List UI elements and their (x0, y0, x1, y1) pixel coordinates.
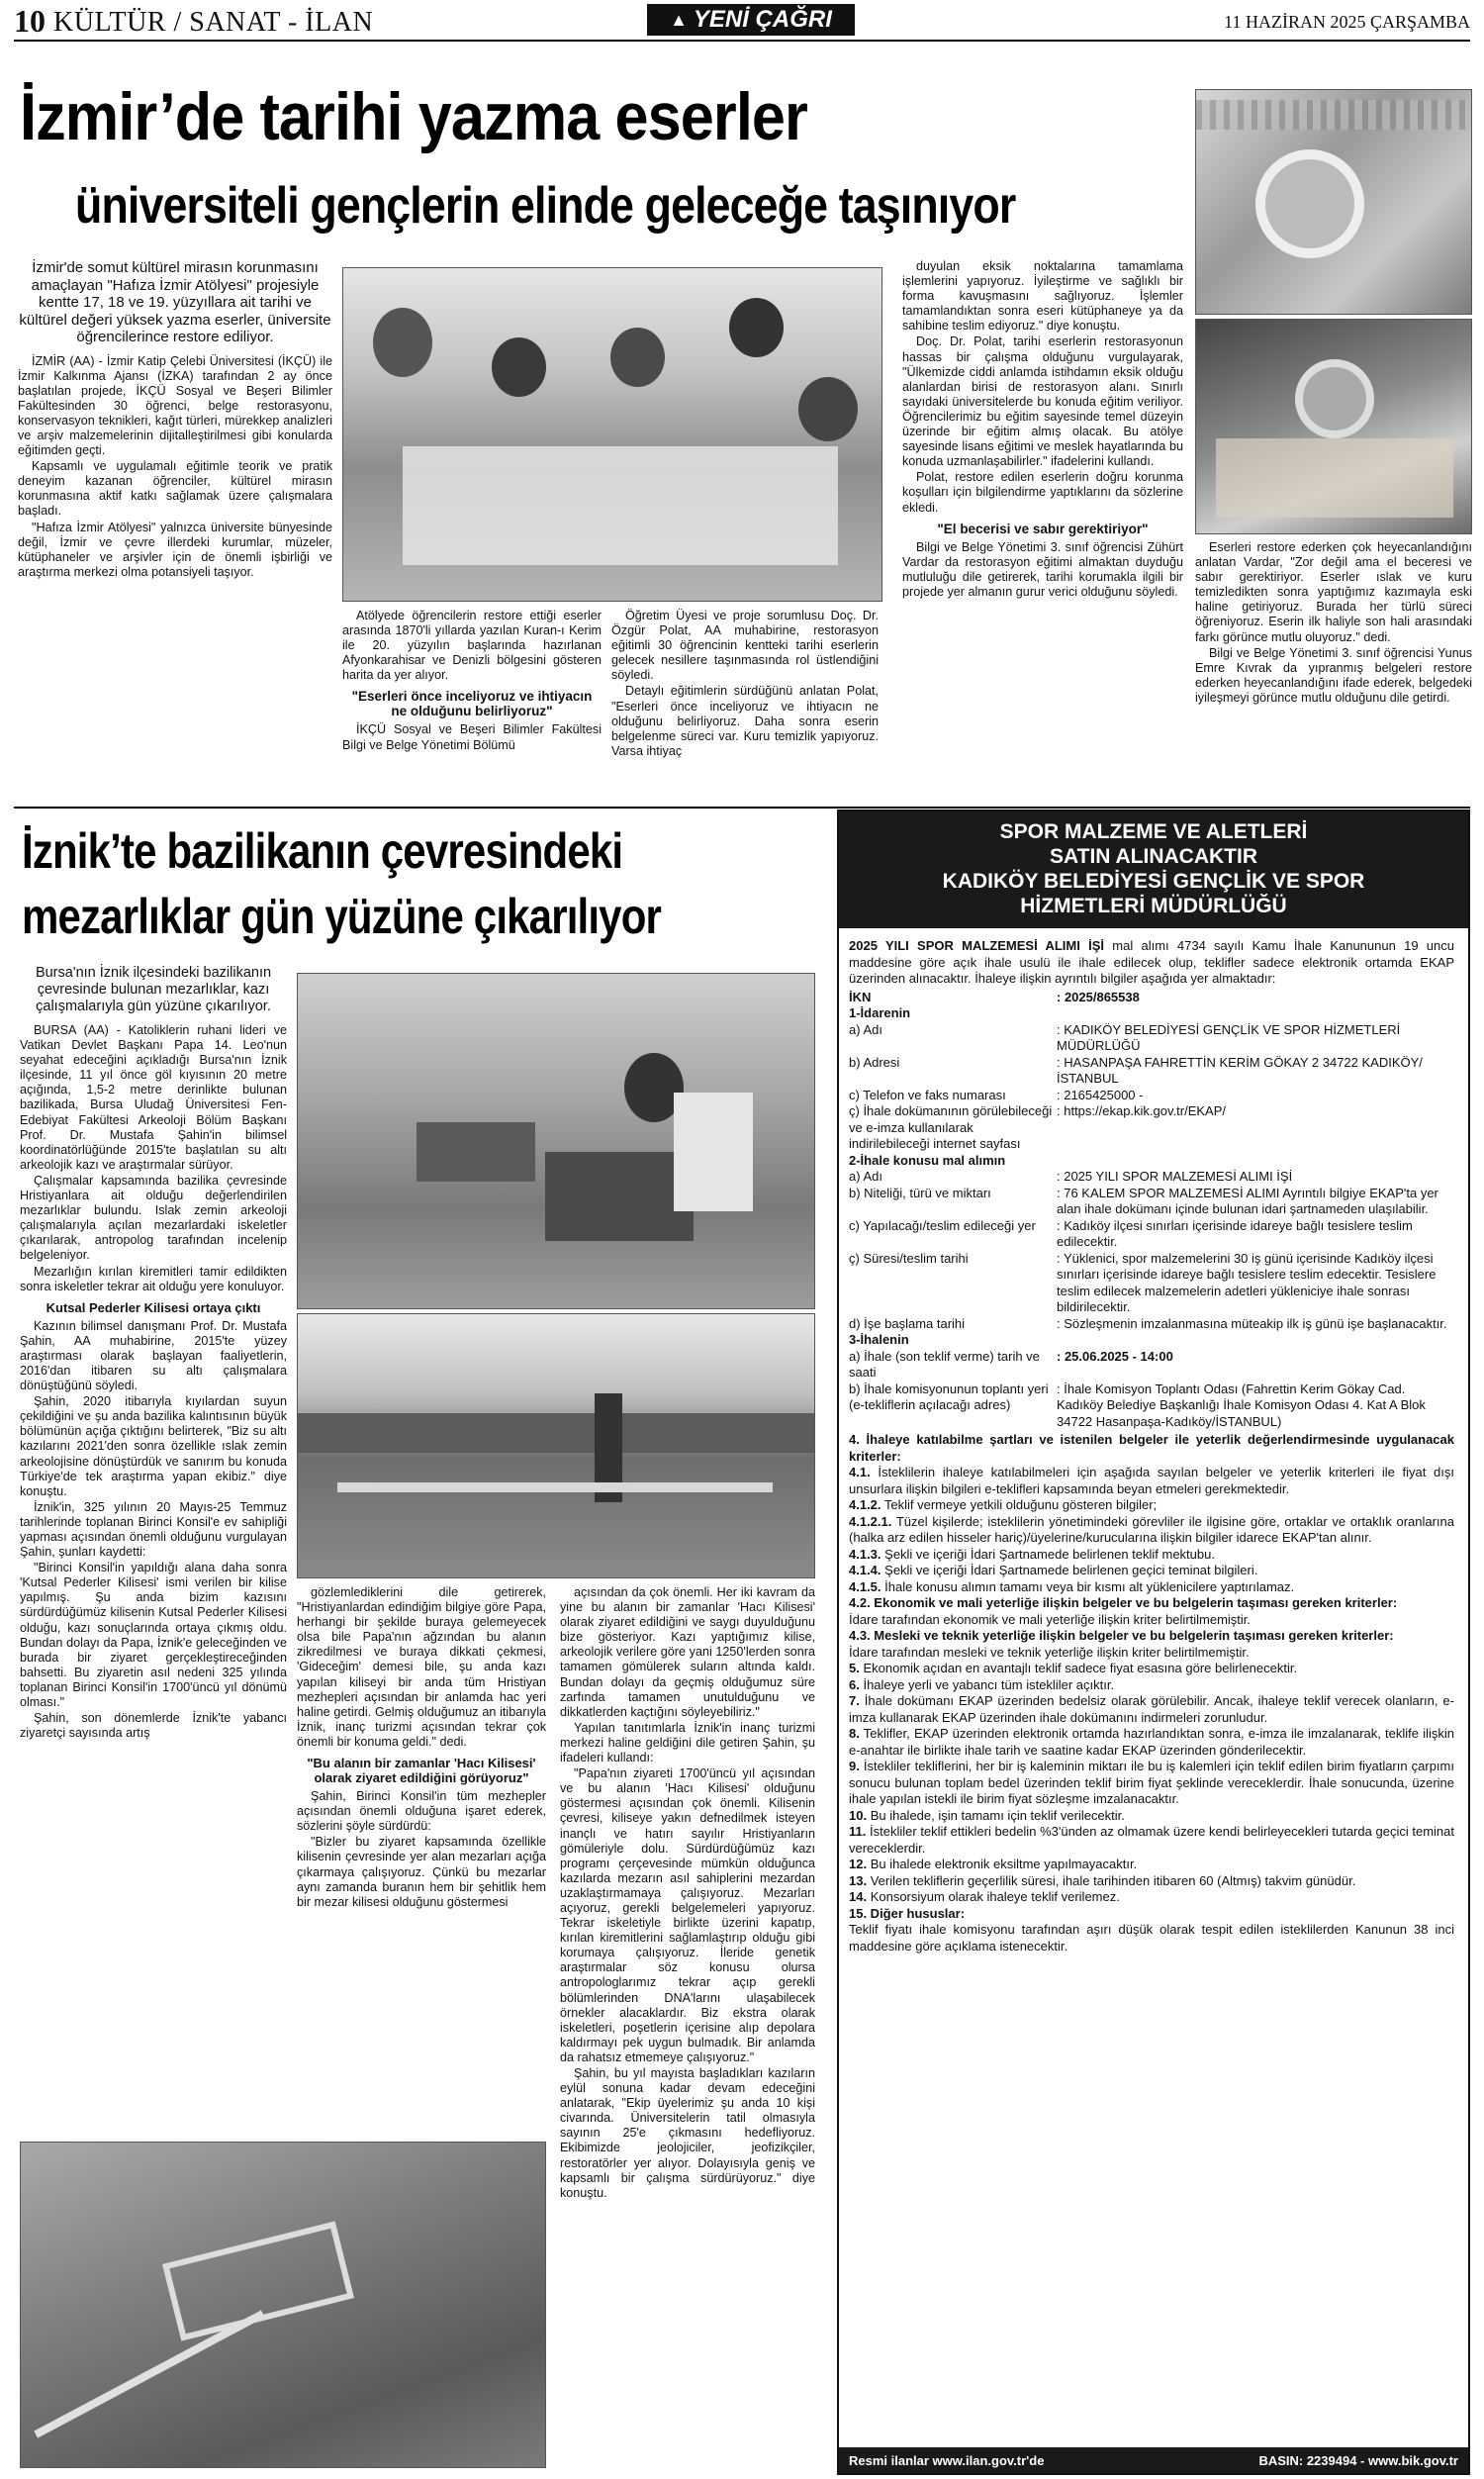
ad-section-2-rows (849, 1169, 1454, 1332)
article2-headline-line2: mezarlıklar gün yüzüne çıkarılıyor (22, 889, 662, 944)
section-title: KÜLTÜR / SANAT - İLAN (53, 7, 374, 38)
article1-paragraph: Bilgi ve Belge Yönetimi 3. sınıf öğrencisi Yunus Emre Kıvrak da yıpranmış belgeleri restore ederken heyecanlandığını ifade ederek, belgedeki iyileşmeyi görünce mutlu olduğunu dile getirdi. (1195, 645, 1472, 705)
newspaper-logo (647, 4, 855, 36)
ad-field-value: : 25.06.2025 - 14:00 (1057, 1348, 1173, 1364)
ad-field-row (849, 1103, 1454, 1153)
article2-headline-line1: İznik’te bazilikanın çevresindeki (22, 823, 623, 879)
ad-field-row (849, 1316, 1454, 1333)
ad-field-label: c) Yapılacağı/teslim edileceği yer (849, 1217, 1036, 1233)
students-workshop-photo (342, 267, 882, 602)
ad-clause: 8. Teklifler, EKAP üzerinden elektronik ortamda hazırlandıktan sonra, e-imza ile imzalanarak, teklife ilişkin e-anahtar ile birlikte ihale tarih ve saatine kadar EKAP üzerinden gönderilecektir. (849, 1726, 1454, 1758)
article2-paragraph: Çalışmalar kapsamında bazilika çevresinde Hristiyanlara ait olduğu değerlendirilen mezarlıklar bulundu. Islak zemin arkeoloji çalışmalarıyla açılan mezarlardaki iskeletler çıkarılarak, antropolog tarafından incelenip belgeleniyor. (20, 1173, 287, 1263)
ad-field-value: : https://ekap.kik.gov.tr/EKAP/ (1057, 1103, 1226, 1118)
ad-clause: 9. İstekliler tekliflerini, her bir iş kaleminin miktarı ile bu iş kalemleri için teklif edilen birim fiyatların çarpımı sonucu bulunan toplam bedel üzerinden teklif birim fiyat şeklinde vereceklerdir. İhale sonucunda, üzerine ihale yapılan istekli ile birim fiyat sözleşme imzalanacaktır. (849, 1759, 1454, 1806)
ad-field-label: b) Niteliği, türü ve miktarı (849, 1185, 991, 1200)
article2-column-2 (297, 1585, 546, 1911)
lake-basilica-ruins-photo (297, 1313, 815, 1578)
ad-clause: Teklif fiyatı ihale komisyonu tarafından aşırı düşük olarak tespit edilen isteklilerden Kanunun 38 inci maddesine göre açıklama istenecektir. (849, 1922, 1454, 1954)
ad-field-row (849, 1169, 1454, 1186)
ad-ikn-row: İKN : 2025/865538 (849, 989, 1140, 1004)
article1-column-3 (611, 609, 879, 760)
ad-clause: 4.1.2. Teklif vermeye yetkili olduğunu gösteren bilgiler; (849, 1497, 1158, 1512)
ad-field-value: : Kadıköy ilçesi sınırları içerisinde idareye bağlı tesislere teslim edilecektir. (1057, 1217, 1413, 1249)
ad-field-label: a) Adı (849, 1169, 882, 1184)
article1-paragraph: Bilgi ve Belge Yönetimi 3. sınıf öğrencisi Zühürt Vardar da restorasyon eğitimi almaktan duyduğu mutluluğu dile getirerek, tarihi korumakla ilgili bir projede yer almanın gurur verici olduğunu söyledi. (902, 539, 1183, 599)
ad-title-line: SPOR MALZEME VE ALETLERİ (999, 820, 1308, 843)
ad-field-row (849, 1218, 1454, 1251)
article2-paragraph: BURSA (AA) - Katoliklerin ruhani lideri ve Vatikan Devlet Başkanı Papa 14. Leo'nun seyahat edeceğini açıkladığı Bursa'nın İznik ilçesinde, 11 yıl önce göl kıyısının 20 metre açığında, 1,5-2 metre derinlikte bulunan bazilikada, Bursa Uludağ Üniversitesi Fen-Edebiyat Fakültesi Arkeoloji Bölüm Başkanı Prof. Dr. Mustafa Şahin'in bilimsel koordinatörlüğünde 2015'te başlatılan su altı arkeolojik kazı ve araştırmalar sürüyor. (20, 1023, 287, 1172)
ad-footer (839, 2447, 1468, 2473)
logo-text: YENİ ÇAĞRI (693, 6, 832, 33)
article2-subheading-1: Kutsal Pederler Kilisesi ortaya çıktı (46, 1299, 261, 1315)
article2-paragraph: Yapılan tanıtımlarla İznik'in inanç turizmi merkezi haline geldiğini dile getiren Şahin, şu ifadeleri kullandı: (560, 1720, 815, 1765)
ad-field-value: : 2165425000 - (1057, 1087, 1144, 1102)
ad-field-value: : 2025 YILI SPOR MALZEMESİ ALIMI İŞİ (1057, 1169, 1293, 1184)
ad-field-row (849, 1088, 1454, 1104)
ad-clause: 12. Bu ihalede elektronik eksiltme yapılmayacaktır. (849, 1857, 1138, 1871)
article1-paragraph: Eserleri restore ederken çok heyecanlandığını anlatan Vardar, "Zor değil ama el beceresi ve sabır gerektiriyor. Eserler ıslak ve kuru temizledikten sonra yaptığımız kazımayla eski haline getiriyoruz. Burada her türlü süreci öğreniyoruz. Eserin ilk haliyle son hali arasındaki farkı görünce mutlu oluyoruz." dedi. (1195, 540, 1472, 644)
ad-clause: 11. İstekliler teklif ettikleri bedelin %3'ünden az olmamak üzere kendi belirleyecekleri tutarda geçici teminat vereceklerdir. (849, 1824, 1454, 1856)
ad-clause: 5. Ekonomik açıdan en avantajlı teklif sadece fiyat esasına göre belirlenecektir. (849, 1661, 1298, 1675)
ad-field-label: b) İhale komisyonunun toplantı yeri (e-tekliflerin açılacağı adres) (849, 1381, 1049, 1412)
ad-clause: 4.1. İsteklilerin ihaleye katılabilmeleri için aşağıda sayılan belgeler ve yeterlik kriterleri ile fiyat dışı unsurlara ilişkin bilgileri e-teklifleri kapsamında beyan etmeleri gerekmektedir. (849, 1465, 1454, 1496)
article2-column-3 (560, 1585, 815, 2202)
ad-footer-left[interactable]: Resmi ilanlar www.ilan.gov.tr'de (849, 2452, 1045, 2468)
ad-field-row (849, 1055, 1454, 1088)
ad-clause: 13. Verilen tekliflerin geçerlilik süresi, ihale tarihinden itibaren 60 (Altmış) takvim günüdür. (849, 1872, 1356, 1888)
article2-paragraph: İznik'in, 325 yılının 20 Mayıs-25 Temmuz tarihlerinde toplanan Birinci Konsil'e ev sahipliği yapması açısından önemli olduğunu vurgulayan Şahin, şunları kaydetti: (20, 1499, 287, 1560)
ad-clause: 4.1.3. Şekli ve içeriği İdari Şartnamede belirlenen teklif mektubu. (849, 1546, 1215, 1562)
ad-body (839, 928, 1468, 1955)
ad-section-title: 1-İdarenin (849, 1005, 911, 1020)
ad-field-value: : 76 KALEM SPOR MALZEMESİ ALIMI Ayrıntılı bilgiye EKAP'ta yer alan ihale dokümanı içinde bulunan idari şartnameden ulaşılabilir. (1057, 1185, 1438, 1216)
ad-clause: 10. Bu ihalede, işin tamamı için teklif verilecektir. (849, 1807, 1125, 1823)
ad-field-row (849, 1186, 1454, 1218)
article1-paragraph: Polat, restore edilen eserlerin doğru korunma koşulları için bilgilendirme yaptıklarını da sözlerine ekledi. (902, 470, 1183, 515)
ad-field-label: ç) İhale dokümanının görülebileceği ve e-imza kullanılarak indirilebileceği internet sayfası (849, 1103, 1053, 1151)
ad-clause: 7. İhale dokümanı EKAP üzerinden bedelsiz olarak görülebilir. Ancak, ihaleye teklif verecek olanların, e-imza kullanarak EKAP üzerinden ihale dokümanını indirmeleri zorunludur. (849, 1693, 1454, 1725)
article1-column-4 (902, 259, 1183, 601)
article2-paragraph: Mezarlığın kırılan kiremitleri tamir edildikten sonra iskeletler tekrar ait olduğu yere konuluyor. (20, 1264, 287, 1293)
ad-field-label: b) Adresi (849, 1054, 900, 1070)
article1-subheading-2: "El becerisi ve sabır gerektiriyor" (937, 521, 1149, 536)
article1-column-2 (342, 609, 602, 754)
section-divider (14, 807, 1470, 809)
page-number: 10 (14, 3, 46, 39)
article1-subheading-1: "Eserleri önce inceliyoruz ve ihtiyacın ne olduğunu belirliyoruz" (351, 689, 593, 719)
ad-field-label: c) Telefon ve faks numarası (849, 1087, 1006, 1102)
header-rule (14, 40, 1470, 42)
ad-clause: 6. İhaleye yerli ve yabancı tüm istekliler açıktır. (849, 1676, 1115, 1692)
article1-column-1 (18, 259, 332, 581)
article1-paragraph: Kapsamlı ve uygulamalı eğitimle teorik ve pratik deneyim kazanan öğrenciler, kültürel mirasın korunmasına aktif katkı sağlamak üzere çalışmalara başladı. (18, 459, 332, 519)
page-header (14, 4, 1470, 38)
ad-clause: 4.1.2.1. Tüzel kişilerde; isteklilerin yönetimindeki görevliler ile ilgisine göre, ortaklar ve ortaklık oranlarına (halka arz edilen hisseler hariç)/üyelerine/kurucularına ilişkin bilgiler idarece EKAP'tan alınır. (849, 1513, 1454, 1545)
ad-footer-right[interactable]: BASIN: 2239494 - www.bik.gov.tr (1258, 2452, 1458, 2468)
ad-field-row (849, 1382, 1454, 1431)
article1-paragraph: Detaylı eğitimlerin sürdüğünü anlatan Polat, "Eserleri önce inceliyoruz ve ihtiyacın ne olduğunu belirliyoruz. Daha sonra eserin belgelenme süreci var. Kuru temizlik yapıyoruz. Varsa ihtiyaç (611, 684, 879, 758)
ad-field-label: d) İşe başlama tarihi (849, 1315, 966, 1331)
article1-paragraph: Öğretim Üyesi ve proje sorumlusu Doç. Dr. Özgür Polat, AA muhabirine, restorasyon eğitimli 30 öğrencinin kentteki tarihi eserlerin gelecek nesillere taşınmasında rol üstlendiğini söyledi. (611, 609, 879, 683)
ad-intro: 2025 YILI SPOR MALZEMESİ ALIMI İŞİ mal alımı 4734 sayılı Kamu İhale Kanununun 19 uncu maddesine göre açık ihale usulü ile ihale edilecek olup, teklifler sadece elektronik ortamda EKAP üzerinden alınacaktır. İhaleye ilişkin ayrıntılı bilgiler aşağıda yer almaktadır: (849, 938, 1454, 986)
ad-clause: İdare tarafından mesleki ve teknik yeterliğe ilişkin kriter belirtilmemiştir. (849, 1644, 1250, 1660)
ad-clause: 4.1.4. Şekli ve içeriği İdari Şartnamede belirlenen geçici teminat bilgileri. (849, 1563, 1258, 1577)
article2-paragraph: Şahin, Birinci Konsil'in tüm mezhepler açısından önemli olduğuna işaret ederek, sözlerini şöyle sürdürdü: (297, 1789, 546, 1834)
article1-headline-line1: İzmir’de tarihi yazma eserler (20, 79, 807, 154)
article2-paragraph: açısından da çok önemli. Her iki kavram da yine bu alanın bir zamanlar 'Hacı Kilisesi' olarak ziyaret edildiğini ve saygı duyulduğunu bize gösteriyor. Kazı yaptığımız kilise, arkeolojik verilere göre yani 1250'lerden sonra tamamen gömülerek suların altında kaldı. Bundan dolayı da geçmiş olduğumuz süre zarfında tamamen unutulduğunu ve dikkatlerden kaçtığını söyleyebiliriz." (560, 1585, 815, 1719)
ad-field-value: : Yüklenici, spor malzemelerini 30 iş günü içerisinde Kadıköy ilçesi sınırları içerisinde idareye bağlı tesislere teslim edecektir. Tesislere teslim edilecek malzemelerin adetleri yükleniciye ihale sonrası bildirilecektir. (1057, 1250, 1437, 1314)
article1-paragraph: "Hafıza İzmir Atölyesi" yalnızca üniversite bünyesinde değil, İzmir ve çevre illerdeki kurumlar, müzeler, kütüphaneler ve arşivler için de önemli işbirliği ve araştırma merkezi olma potansiyeli taşıyor. (18, 520, 332, 579)
ad-field-label: a) Adı (849, 1021, 882, 1037)
article2-paragraph: Şahin, 2020 itibarıyla kıyılardan suyun çekildiğini ve şu anda bazilika kalıntısının büyük bölümünün açığa çıktığını belirterek, "Biz su altı kazılarını 2021'den sonra özellikle ıslak zemin arkeolojisine dönüştürdük ve sanırım bu konuda Türkiye'de tek araştırma yapan ekibiz." diye konuştu. (20, 1394, 287, 1498)
ad-section-title: 3-İhalenin (849, 1332, 909, 1347)
article2-column-1 (20, 965, 287, 1742)
ad-section-1-rows (849, 1022, 1454, 1153)
tender-advertisement (837, 810, 1470, 2475)
article1-column-5 (1195, 540, 1472, 707)
ad-clause: 15. Diğer hususlar: (849, 1905, 966, 1921)
restoration-work-photo (1195, 319, 1472, 534)
ad-section-3-rows (849, 1349, 1454, 1431)
ad-section-title: 2-İhale konusu mal alımın (849, 1152, 1006, 1168)
article1-lead: İzmir'de somut kültürel mirasın korunmasını amaçlayan "Hafıza İzmir Atölyesi" projesiyle kentte 17, 18 ve 19. yüzyıllara ait tarihi ve kültürel değeri yüksek yazma eserler, üniversite öğrencilerince restore ediliyor. (19, 259, 331, 345)
ad-clause: İdare tarafından ekonomik ve mali yeterliğe ilişkin kriter belirtilmemiştir. (849, 1611, 1252, 1627)
article2-paragraph: "Birinci Konsil'in yapıldığı alana daha sonra 'Kutsal Pederler Kilisesi' ismi verilen bir kilise yapılmış. Şu anda bizim kazısını sürdürdüğümüz kilisenin Kutsal Pederler Kilisesi olduğu, kazı sonuçlarında ortaya çıkmış oldu. Bundan dolayı da Papa, İznik'e geleceğinden ve burada bir ziyaret gerçekleştireceğinden bahsetti. Bu ziyaretin asıl nedeni 325 yılında toplanan Birinci Konsil'in 1700'üncü yıl dönümü olması." (20, 1561, 287, 1710)
logo-flame-icon: ▲ (670, 9, 688, 30)
article2-paragraph: Kazının bilimsel danışmanı Prof. Dr. Mustafa Şahin, AA muhabirine, 2015'te yüzey araştırması olarak başlayan faaliyetlerin, 2016'dan itibaren su altı çalışmalara dönüştüğünü söyledi. (20, 1318, 287, 1393)
ad-title-line: SATIN ALINACAKTIR (1050, 845, 1257, 868)
ad-clauses (849, 1432, 1454, 1955)
article1-paragraph: İZMİR (AA) - İzmir Katip Çelebi Üniversitesi (İKÇÜ) ile İzmir Kalkınma Ajansı (İZKA) tarafından 2 ay önce başlatılan projede, İKÇÜ Sosyal ve Beşeri Bilimler Fakültesinden 30 öğrenci, belge restorasyonu, konservasyon teknikleri, kağıt türleri, mürekkep analizleri ve arşiv malzemelerinin dijitalleştirilmesi gibi konularda eğitimden geçti. (18, 353, 332, 458)
ad-field-row (849, 1251, 1454, 1316)
article2-paragraph: Şahin, bu yıl mayısta başladıkları kazıların eylül sonuna kadar devam edeceğini anlatarak, "Ekip üyelerimiz şu anda 10 kişi civarında. Üniversitelerin tatil olmasıyla sayının 25'e çıkmasını hedefliyoruz. Ekibimizde jeolojiciler, jeofizikçiler, restoratörler yer alıyor. Dolayısıyla geniş ve kapsamlı bir çalışma sürdürüyoruz." diye konuştu. (560, 2066, 815, 2200)
ad-field-value: : HASANPAŞA FAHRETTİN KERİM GÖKAY 2 34722 KADIKÖY/İSTANBUL (1057, 1054, 1423, 1086)
issue-date: 11 HAZİRAN 2025 ÇARŞAMBA (1224, 12, 1470, 32)
article2-subheading-2: "Bu alanın bir zamanlar 'Hacı Kilisesi' olarak ziyaret edildiğini görüyoruz" (307, 1756, 536, 1786)
article1-paragraph: İKÇÜ Sosyal ve Beşeri Bilimler Fakültesi Bilgi ve Belge Yönetimi Bölümü (342, 722, 602, 752)
ad-title-line: KADIKÖY BELEDİYESİ GENÇLİK VE SPOR (942, 870, 1365, 893)
article2-paragraph: "Bizler bu ziyaret kapsamında özellikle kilisenin çevresinde yer alan mezarları açığa çıkarmaya çalışıyoruz. Çünkü bu mezarlar aynı zamanda buranın hem bir şehitlik hem bir mezar kilisesi olduğunu göstermesi (297, 1835, 546, 1909)
excavation-site-photo (297, 973, 815, 1309)
article1-paragraph: Atölyede öğrencilerin restore ettiği eserler arasında 1870'li yıllarda yazılan Kuran-ı Kerim ile 20. yüzyılın başlarında hazırlanan Afyonkarahisar ve Denizli bölgesini gösteren harita da yer alıyor. (342, 609, 602, 683)
ad-field-label: ç) Süresi/teslim tarihi (849, 1250, 969, 1266)
article2-paragraph: gözlemlediklerini dile getirerek, "Hristiyanlardan edindiğim bilgiye göre Papa, herhangi bir şekilde buraya gelemeyecek olsa bile Papa'nın ağzından bu alanın zikredilmesi ve buraya dikkati çekmesi, 'Gideceğim' demesi bile, şu anda kazı yapılan kiliseyi bir anda tüm Hristiyan mezhepleri açısından bir anlamda hac yeri haline getirdi. Gelmiş olduğumuz an itibarıyla İznik, inanç turizmi açısından tekrar çok önemli bir konuma geldi." dedi. (297, 1585, 546, 1749)
ad-field-label: a) İhale (son teklif verme) tarih ve saati (849, 1348, 1040, 1380)
ad-clause: 14. Konsorsiyum olarak ihaleye teklif verilemez. (849, 1889, 1120, 1904)
ad-field-value: : İhale Komisyon Toplantı Odası (Fahrettin Kerim Gökay Cad. Kadıköy Belediye Başkanlığı İhale Komisyon Odası 4. Kat A Blok 34722 Hasanpaşa-Kadıköy/İSTANBUL) (1057, 1381, 1426, 1429)
ad-field-value: : Sözleşmenin imzalanmasına müteakip ilk iş günü işe başlanacaktır. (1057, 1315, 1447, 1331)
article1-paragraph: duyulan eksik noktalarına tamamlama işlemlerini yapıyoruz. İyileştirme ve sağlıklı bir forma kavuşmasını sağlıyoruz. İşlemler tamamlandıktan sonra eseri kütüphaneye ya da sahibine teslim ediyoruz." diye konuştu. (902, 259, 1183, 334)
manuscript-magnifier-photo (1195, 89, 1472, 315)
article2-lead: Bursa'nın İznik ilçesindeki bazilikanın çevresinde bulunan mezarlıklar, kazı çalışmalarıyla gün yüzüne çıkarılıyor. (35, 965, 272, 1014)
ad-clause: 4. İhaleye katılabilme şartları ve istenilen belgeler ile yeterlik değerlendirmesinde uygulanacak kriterler: (849, 1432, 1454, 1464)
aerial-lake-basilica-photo (20, 2142, 546, 2468)
article1-headline-line2: üniversiteli gençlerin elinde geleceğe taşınıyor (75, 177, 1016, 235)
ad-clause: 4.3. Mesleki ve teknik yeterliğe ilişkin belgeler ve bu belgelerin taşıması gereken kriterler: (849, 1628, 1394, 1643)
article1-paragraph: Doç. Dr. Polat, tarihi eserlerin restorasyonun hassas bir çalışma olduğunu vurgulayarak, "Ülkemizde ciddi anlamda istihdamın eksik olduğu alanlardan birisi de restorasyon alanı. Sınırlı sayıdaki üniversitelerde bu konuda eğitim veriliyor. Öğrencilerimiz bu eğitim sayesinde temel düzeyin üzerinde bir eğitim almış olacak. Bu atölye sayesinde lisans eğitimi ve meslek hayatlarında bu konuda uzmanlaşabilirler." ifadelerini kullandı. (902, 334, 1183, 469)
ad-field-value: : KADIKÖY BELEDİYESİ GENÇLİK VE SPOR HİZMETLERİ MÜDÜRLÜĞÜ (1057, 1021, 1401, 1053)
ad-title-line: HİZMETLERİ MÜDÜRLÜĞÜ (1020, 895, 1287, 917)
article2-paragraph: "Papa'nın ziyareti 1700'üncü yıl açısından ve bu alanın 'Hacı Kilisesi' olduğunu göstermesi açısından çok önemli. Kilisenin çevresi, kiliseye yakın defnedilmek isteyen inançlı ve hatırı sayılır Hristiyanların gömüleriyle dolu. Sürdürdüğümüz kazı programı çerçevesinde mümkün olduğunca kazılarda mezarın asıl sahiplerini mezardan uzaklaştırmamaya çalışıyoruz. Mezarları açıyoruz, gerekli belgelemeleri yapıyoruz. Tekrar iskeletiyle birlikte üzerini kapatıp, kırılan kiremitlerini sağlamlaştırıp olduğu gibi korumaya çalışıyoruz. İleride genetik araştırmalar söz konusu olursa antropologlarımız tekrar açıp gerekli bölümlerinden DNA'larını ulaşabilecek örnekler alacaklardır. Biz ekstra olarak iskeletleri, poşetlerin içerisine alıp depolara kaldırmayı pek uygun bulmadık. Bir anlamda da rahatsız etmemeye çalışıyoruz." (560, 1766, 815, 2064)
ad-clause: 4.1.5. İhale konusu alımın tamamı veya bir kısmı alt yüklenicilere yaptırılamaz. (849, 1578, 1295, 1594)
ad-field-row (849, 1022, 1454, 1055)
ad-clause: 4.2. Ekonomik ve mali yeterliğe ilişkin belgeler ve bu belgelerin taşıması gereken kriterler: (849, 1595, 1398, 1610)
ad-field-row (849, 1349, 1454, 1382)
ad-title-box (839, 811, 1468, 928)
article2-paragraph: Şahin, son dönemlerde İznik'te yabancı ziyaretçi sayısında artış (20, 1711, 287, 1741)
